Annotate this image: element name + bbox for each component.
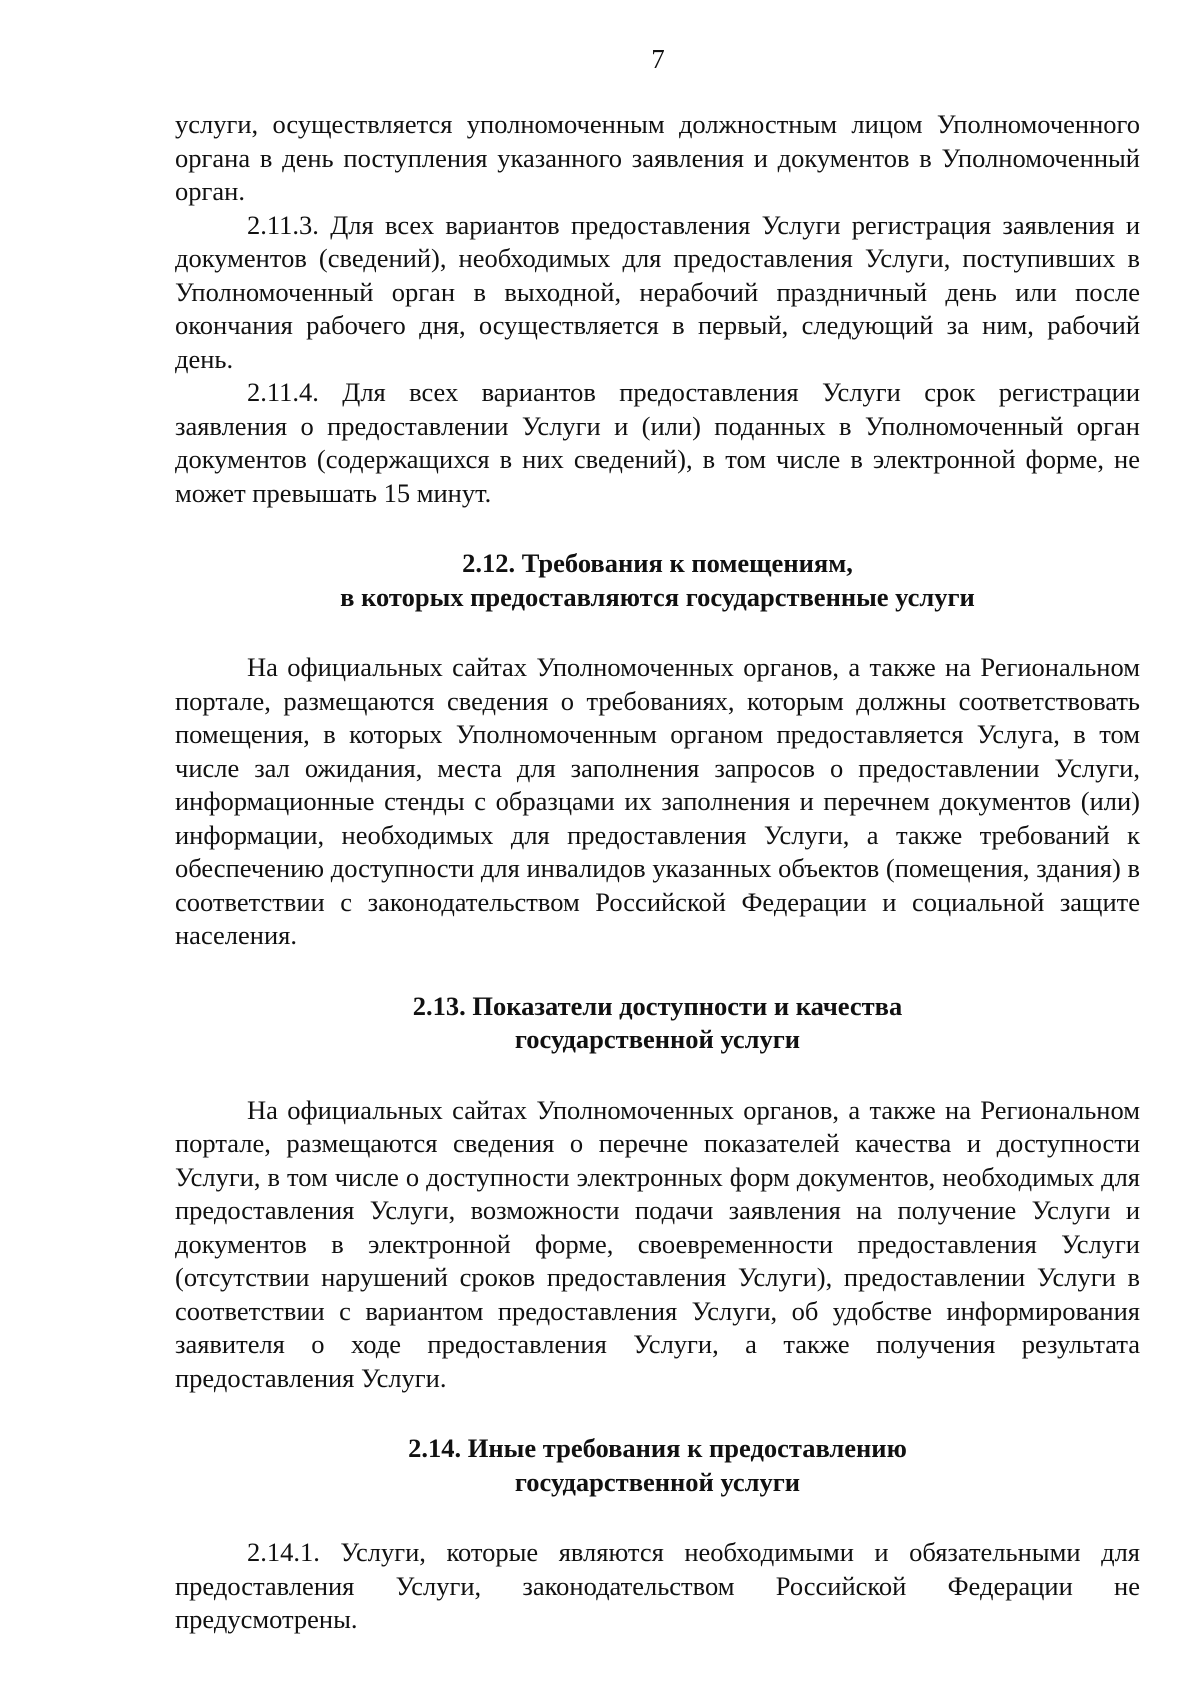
section-heading-2-13 — [175, 990, 1140, 1057]
section-heading-line: 2.14. Иные требования к предоставлению — [408, 1433, 907, 1463]
page-number: 7 — [651, 44, 665, 74]
section-heading-line: в которых предоставляются государственные услуги — [340, 581, 975, 612]
section-heading-2-12 — [175, 547, 1140, 614]
section-heading-line: 2.12. Требования к помещениям, — [462, 548, 853, 578]
section-heading-line: государственной услуги — [514, 1024, 801, 1054]
paragraph-2-14-1: 2.14.1. Услуги, которые являются необходимыми и обязательными для предоставления Услуги, законодательством Российской Федерации не предусмотрены. — [175, 1537, 1140, 1634]
paragraph-2-13-body: На официальных сайтах Уполномоченных органов, а также на Региональном портале, размещаются сведения о перечне показателей качества и доступности Услуги, в том числе о доступности электронных форм документов, необходимых для предоставления Услуги, возможности подачи заявления на получение Услуги и документов в электронной форме, своевременности предоставления Услуги (отсутствии нарушений сроков предоставления Услуги), предоставлении Услуги в соответствии с вариантом предоставления Услуги, об удобстве информирования заявителя о ходе предоставления Услуги, а также получения результата предоставления Услуги. — [175, 1094, 1140, 1393]
paragraph-continuation: услуги, осуществляется уполномоченным должностным лицом Уполномоченного органа в день поступления указанного заявления и документов в Уполномоченный орган. — [175, 109, 1140, 206]
paragraph-2-12-body: На официальных сайтах Уполномоченных органов, а также на Региональном портале, размещаются сведения о требованиях, которым должны соответствовать помещения, в которых Уполномоченным органом предоставляется Услуга, в том числе зал ожидания, места для заполнения запросов о предоставлении Услуги, информационные стенды с образцами их заполнения и перечнем документов (или) информации, необходимых для предоставления Услуги, а также требований к обеспечению доступности для инвалидов указанных объектов (помещения, здания) в соответствии с законодательством Российской Федерации и социальной защите населения. — [175, 652, 1140, 950]
document-body — [175, 108, 1140, 1637]
section-heading-2-14 — [175, 1432, 1140, 1499]
section-heading-line: 2.13. Показатели доступности и качества — [412, 990, 903, 1021]
paragraph-2-11-3: 2.11.3. Для всех вариантов предоставления Услуги регистрация заявления и документов (сведений), необходимых для предоставления Услуги, поступивших в Уполномоченный орган в выходной, нерабочий праздничный день или после окончания рабочего дня, осуществляется в первый, следующий за ним, рабочий день. — [175, 209, 1140, 374]
paragraph-2-11-4: 2.11.4. Для всех вариантов предоставления Услуги срок регистрации заявления о предоставлении Услуги и (или) поданных в Уполномоченный орган документов (содержащихся в них сведений), в том числе в электронной форме, не может превышать 15 минут. — [175, 377, 1140, 508]
section-heading-line: государственной услуги — [514, 1466, 801, 1497]
